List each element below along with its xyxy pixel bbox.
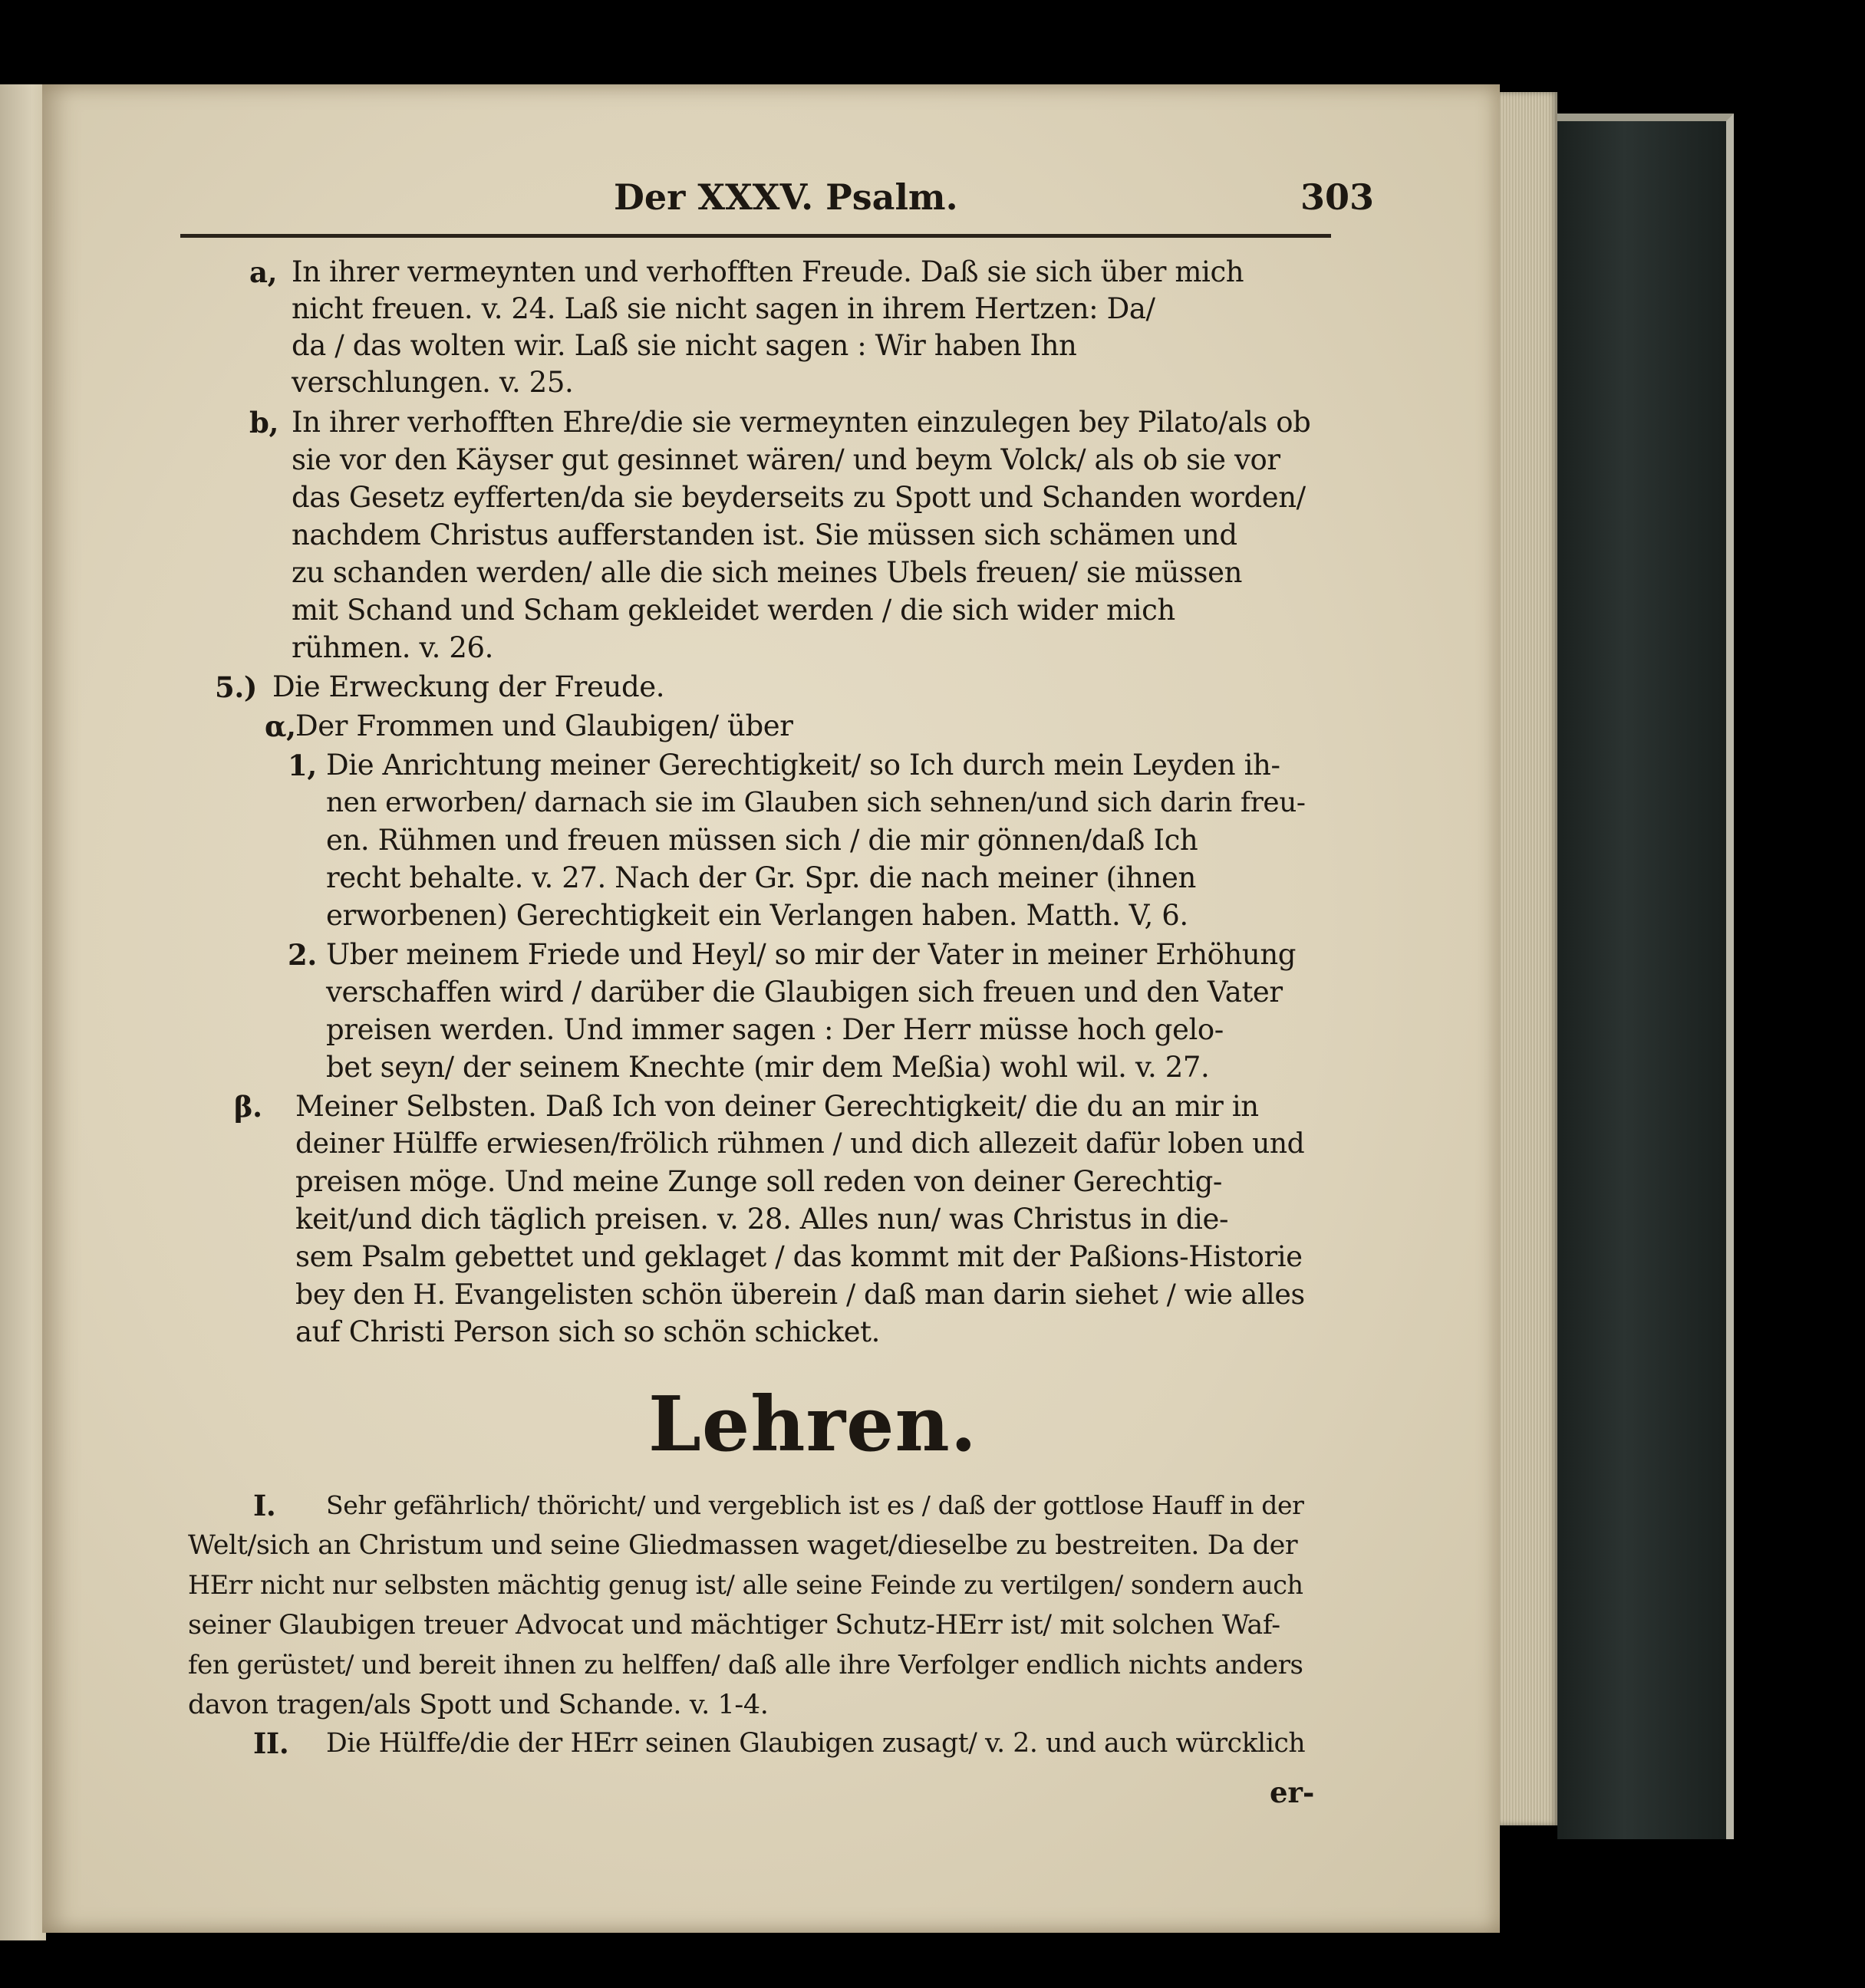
text-line: recht behalte. v. 27. Nach der Gr. Spr. die nach meiner (ihnen	[326, 861, 1196, 894]
book-page	[42, 84, 1500, 1933]
lehren-line: seiner Glaubigen treuer Advocat und mächtiger Schutz-HErr ist/ mit solchen Waf-	[188, 1610, 1280, 1641]
running-header: Der XXXV. Psalm.	[614, 176, 958, 218]
text-line: Die Anrichtung meiner Gerechtigkeit/ so Ich durch mein Leyden ih-	[326, 749, 1280, 782]
text-line: das Gesetz eyfferten/da sie beyderseits zu Spott und Schanden worden/	[292, 481, 1306, 514]
line-marker: β.	[234, 1090, 262, 1124]
text-line: sem Psalm gebettet und geklaget / das kommt mit der Paßions-Historie	[295, 1240, 1303, 1273]
text-line: en. Rühmen und freuen müssen sich / die mir gönnen/daß Ich	[326, 824, 1198, 857]
lehren-line: davon tragen/als Spott und Schande. v. 1-4.	[188, 1690, 769, 1720]
text-line: In ihrer verhofften Ehre/die sie vermeynten einzulegen bey Pilato/als ob	[292, 406, 1311, 439]
text-line: Meiner Selbsten. Daß Ich von deiner Gerechtigkeit/ die du an mir in	[295, 1090, 1259, 1123]
lehren-line: Welt/sich an Christum und seine Gliedmassen waget/dieselbe zu bestreiten. Da der	[188, 1530, 1298, 1561]
text-line: deiner Hülffe erwiesen/frölich rühmen / und dich allezeit dafür loben und	[295, 1128, 1305, 1160]
book-cover-edge	[1557, 114, 1734, 1839]
lehren-marker: I.	[253, 1489, 276, 1522]
line-marker: b,	[249, 406, 278, 439]
line-marker: a,	[249, 255, 278, 289]
text-line: erworbenen) Gerechtigkeit ein Verlangen haben. Matth. V, 6.	[326, 899, 1188, 932]
text-line: preisen werden. Und immer sagen : Der Herr müsse hoch gelo-	[326, 1013, 1224, 1046]
header-rule	[180, 234, 1331, 238]
text-line: mit Schand und Scham gekleidet werden / die sich wider mich	[292, 594, 1175, 627]
lehren-line: Die Hülffe/die der HErr seinen Glaubigen zusagt/ v. 2. und auch würcklich	[326, 1728, 1306, 1759]
text-line: nicht freuen. v. 24. Laß sie nicht sagen in ihrem Hertzen: Da/	[292, 292, 1155, 325]
lehren-line: HErr nicht nur selbsten mächtig genug ist/ alle seine Feinde zu vertilgen/ sondern auch	[188, 1570, 1303, 1600]
facing-page-edge	[0, 84, 46, 1940]
line-marker: 2.	[288, 938, 317, 972]
page-block-edges	[1496, 92, 1557, 1825]
text-line: nachdem Christus aufferstanden ist. Sie müssen sich schämen und	[292, 518, 1237, 551]
text-line: verschaffen wird / darüber die Glaubigen sich freuen und den Vater	[326, 976, 1283, 1009]
text-line: sie vor den Käyser gut gesinnet wären/ und beym Volck/ als ob sie vor	[292, 443, 1280, 476]
section-heading: Lehren.	[648, 1381, 977, 1469]
lehren-line: fen gerüstet/ und bereit ihnen zu helffen/ daß alle ihre Verfolger endlich nichts anders	[188, 1650, 1303, 1680]
page-number: 303	[1300, 176, 1375, 218]
text-line: keit/und dich täglich preisen. v. 28. Alles nun/ was Christus in die-	[295, 1203, 1229, 1236]
lehren-marker: II.	[253, 1726, 289, 1760]
text-line: Der Frommen und Glaubigen/ über	[295, 709, 793, 742]
text-line: In ihrer vermeynten und verhofften Freude. Daß sie sich über mich	[292, 255, 1244, 288]
text-line: zu schanden werden/ alle die sich meines Ubels freuen/ sie müssen	[292, 556, 1243, 589]
lehren-line: Sehr gefährlich/ thöricht/ und vergeblich ist es / daß der gottlose Hauff in der	[326, 1490, 1304, 1520]
text-line: bet seyn/ der seinem Knechte (mir dem Meßia) wohl wil. v. 27.	[326, 1051, 1210, 1084]
text-line: da / das wolten wir. Laß sie nicht sagen : Wir haben Ihn	[292, 329, 1077, 362]
line-marker: α,	[265, 709, 296, 743]
line-marker: 1,	[288, 749, 317, 782]
text-line: auf Christi Person sich so schön schicket.	[295, 1315, 880, 1348]
text-line: Die Erweckung der Freude.	[272, 670, 665, 703]
text-line: rühmen. v. 26.	[292, 631, 493, 664]
text-line: Uber meinem Friede und Heyl/ so mir der Vater in meiner Erhöhung	[326, 938, 1297, 971]
catchword: er-	[1270, 1776, 1315, 1809]
text-line: verschlungen. v. 25.	[292, 366, 574, 399]
text-line: bey den H. Evangelisten schön überein / daß man darin siehet / wie alles	[295, 1278, 1305, 1311]
text-line: nen erworben/ darnach sie im Glauben sich sehnen/und sich darin freu-	[326, 787, 1306, 818]
line-marker: 5.)	[215, 670, 257, 704]
text-line: preisen möge. Und meine Zunge soll reden von deiner Gerechtig-	[295, 1165, 1222, 1198]
